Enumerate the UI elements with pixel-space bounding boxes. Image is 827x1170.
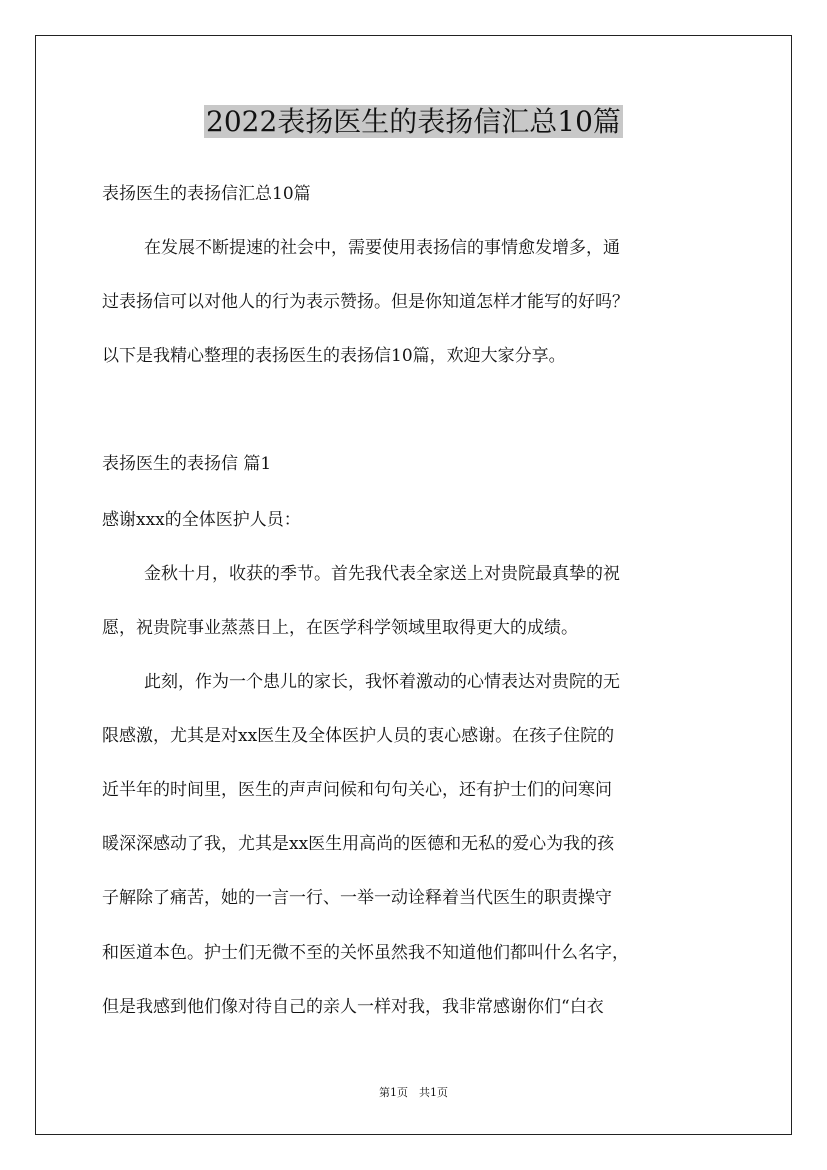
document-title-text: 2022表扬医生的表扬信汇总10篇 — [206, 105, 621, 138]
document-subtitle: 表扬医生的表扬信汇总10篇 — [102, 184, 311, 204]
intro-line-3: 以下是我精心整理的表扬医生的表扬信10篇，欢迎大家分享。 — [102, 346, 566, 366]
paragraph1-line-2: 愿，祝贵院事业蒸蒸日上，在医学科学领域里取得更大的成绩。 — [102, 618, 578, 638]
page-footer: 第1页 共1页 — [379, 1086, 448, 1099]
paragraph2-line-3: 近半年的时间里，医生的声声问候和句句关心，还有护士们的问寒问 — [102, 780, 612, 800]
paragraph1-line-1: 金秋十月，收获的季节。首先我代表全家送上对贵院最真挚的祝 — [144, 564, 620, 584]
intro-line-2: 过表扬信可以对他人的行为表示赞扬。但是你知道怎样才能写的好吗？ — [102, 292, 629, 312]
intro-line-1: 在发展不断提速的社会中，需要使用表扬信的事情愈发增多，通 — [144, 238, 620, 258]
document-title — [0, 102, 827, 142]
paragraph2-line-2: 限感激，尤其是对xx医生及全体医护人员的衷心感谢。在孩子住院的 — [102, 726, 615, 746]
paragraph2-line-7: 但是我感到他们像对待自己的亲人一样对我，我非常感谢你们“白衣 — [102, 997, 604, 1017]
paragraph2-line-6: 和医道本色。护士们无微不至的关怀虽然我不知道他们都叫什么名字， — [102, 943, 629, 963]
paragraph2-line-4: 暖深深感动了我，尤其是xx医生用高尚的医德和无私的爱心为我的孩 — [102, 834, 615, 854]
paragraph2-line-1: 此刻，作为一个患儿的家长，我怀着激动的心情表达对贵院的无 — [144, 672, 620, 692]
paragraph2-line-5: 子解除了痛苦，她的一言一行、一举一动诠释着当代医生的职责操守 — [102, 888, 612, 908]
salutation: 感谢xxx的全体医护人员： — [102, 510, 301, 530]
section-heading: 表扬医生的表扬信 篇1 — [102, 454, 272, 474]
